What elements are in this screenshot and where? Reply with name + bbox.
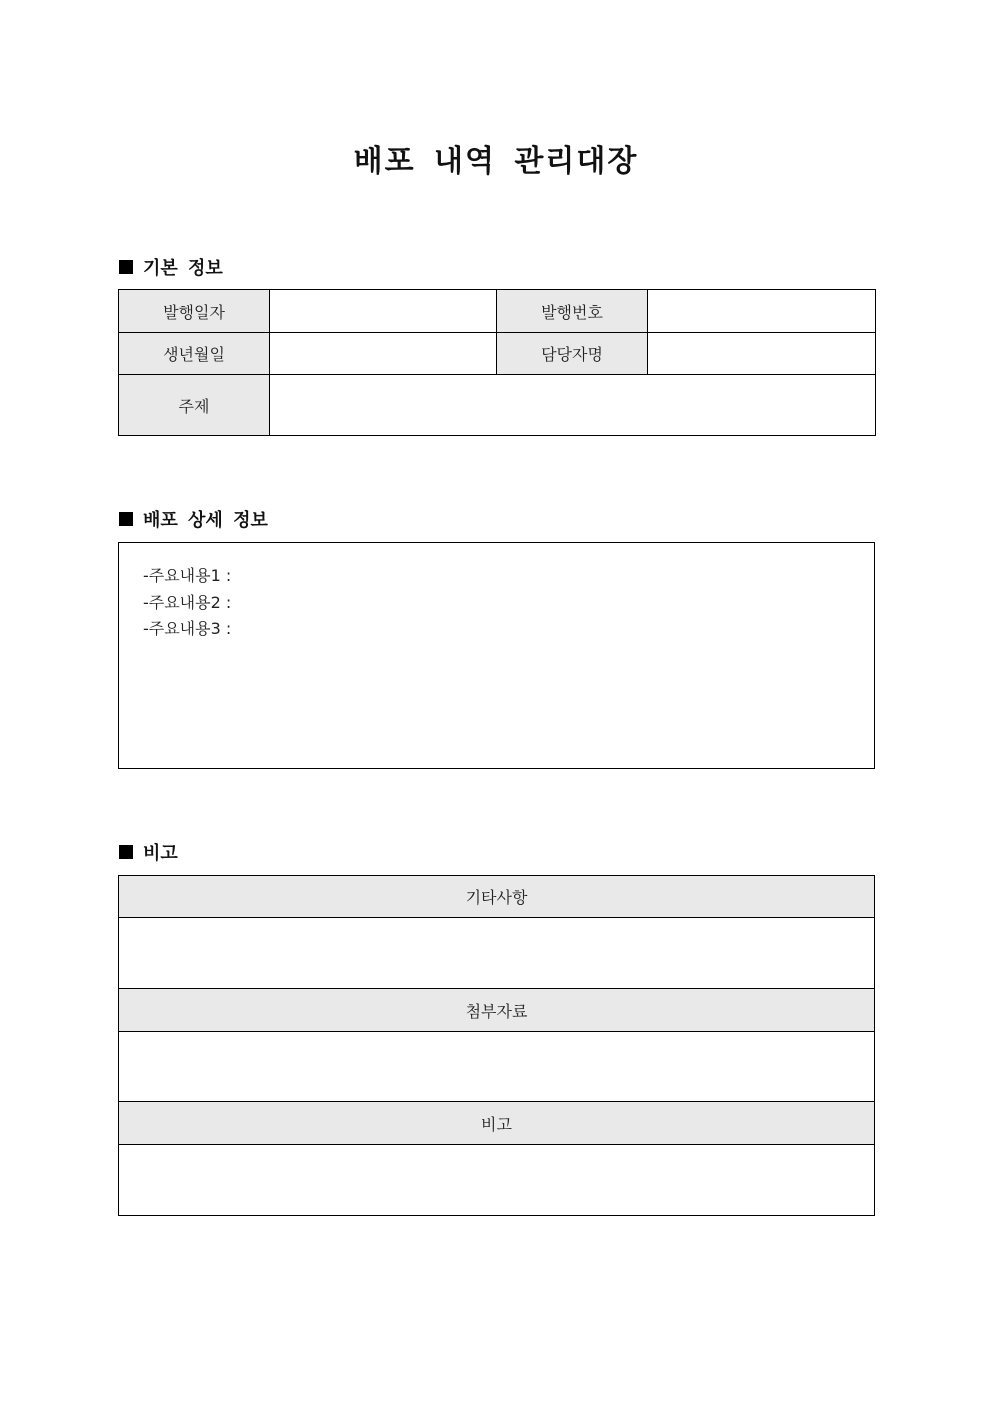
manager-name-field[interactable]	[648, 333, 876, 375]
label-other-notes: 기타사항	[119, 876, 875, 918]
label-remarks: 비고	[119, 1102, 875, 1145]
table-row	[119, 375, 876, 436]
table-row	[119, 290, 876, 333]
table-row	[119, 876, 875, 918]
section-title: 기본 정보	[143, 258, 223, 279]
basic-info-table	[118, 289, 876, 436]
detail-info-box[interactable]	[118, 542, 875, 769]
subject-field[interactable]	[270, 375, 876, 436]
section-title: 배포 상세 정보	[143, 510, 268, 531]
remarks-field[interactable]	[119, 1145, 875, 1216]
detail-line-1: -주요내용1 :	[143, 566, 232, 585]
detail-line-2: -주요내용2 :	[143, 592, 232, 612]
issue-date-field[interactable]	[270, 290, 497, 333]
square-bullet-icon	[119, 845, 133, 859]
table-row	[119, 989, 875, 1032]
section-heading-basic-info	[119, 254, 223, 280]
table-row	[119, 918, 875, 989]
section-heading-detail-info	[119, 506, 268, 532]
table-row	[119, 1102, 875, 1145]
label-subject: 주제	[119, 375, 270, 436]
square-bullet-icon	[119, 260, 133, 274]
label-manager-name: 담당자명	[497, 333, 648, 375]
table-row	[119, 1032, 875, 1102]
attachments-field[interactable]	[119, 1032, 875, 1102]
section-title: 비고	[143, 843, 178, 864]
birth-date-field[interactable]	[270, 333, 497, 375]
document-title: 배포 내역 관리대장	[353, 144, 639, 179]
issue-number-field[interactable]	[648, 290, 876, 333]
remarks-table	[118, 875, 875, 1216]
label-issue-date: 발행일자	[119, 290, 270, 333]
detail-line-3: -주요내용3 :	[143, 619, 232, 638]
section-heading-remarks	[119, 839, 178, 865]
other-notes-field[interactable]	[119, 918, 875, 989]
table-row	[119, 333, 876, 375]
table-row	[119, 1145, 875, 1216]
square-bullet-icon	[119, 512, 133, 526]
label-issue-number: 발행번호	[497, 290, 648, 333]
label-attachments: 첨부자료	[119, 989, 875, 1032]
label-birth-date: 생년월일	[119, 333, 270, 375]
